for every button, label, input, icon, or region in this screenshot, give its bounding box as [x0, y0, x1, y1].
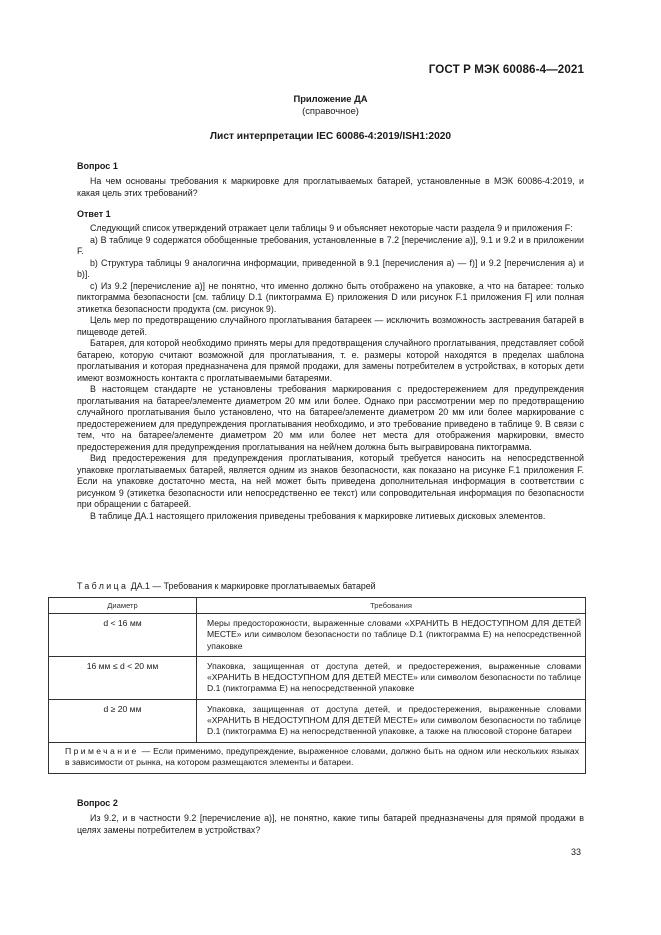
paragraph: а) В таблице 9 содержатся обобщенные требования, установленные в 7.2 [перечисление а)], 9.1 и 9.2 и в приложении F. [77, 234, 584, 256]
requirement-cell: Упаковка, защищенная от доступа детей, и предостережения, выраженные словами «ХРАНИТЬ В НЕДОСТУПНОМ ДЛЯ ДЕТЕЙ МЕСТЕ» или символом безопасности по таблице D.1 (пиктограмма Е) на непосредственной упаковке, а также на плюсовой стороне батареи [197, 699, 586, 742]
appendix-title: Приложение ДА [293, 93, 368, 104]
document-code: ГОСТ Р МЭК 60086-4—2021 [428, 63, 584, 76]
requirement-cell: Упаковка, защищенная от доступа детей, и предостережения, выраженные словами «ХРАНИТЬ В НЕДОСТУПНОМ ДЛЯ ДЕТЕЙ МЕСТЕ» или символом безопасности по таблице D.1 (пиктограмма Е) на непосредственной упаковке [197, 656, 586, 699]
table-caption-text: ДА.1 — Требования к маркировке проглатываемых батарей [130, 581, 376, 591]
table-note [49, 742, 586, 774]
interpretation-sheet-title: Лист интерпретации IEC 60086-4:2019/ISH1:2020 [209, 131, 452, 142]
page-number: 33 [570, 847, 581, 857]
paragraph: Батарея, для которой необходимо принять меры для предотвращения случайного проглатывания, представляет собой батарею, которую считают возможной для проглатывания, т. е. размеры которой находятся в пределах шаблона проглатывания и которая предназначена для прямой продажи, для замены потребителем в устройствах, в которых дети имеют возможность контакта с проглатываемыми батареями. [77, 338, 584, 383]
appendix-subtitle: (справочное) [302, 105, 359, 116]
note-text: — Если применимо, предупреждение, выраженное словами, должно быть на одном или нескольких языках в зависимости от рынка, на котором размещаются элементы и батареи. [65, 745, 580, 767]
diameter-cell: d ≥ 20 мм [49, 699, 197, 742]
requirement-cell: Меры предосторожности, выраженные словами «ХРАНИТЬ В НЕДОСТУПНОМ ДЛЯ ДЕТЕЙ МЕСТЕ» или символом безопасности по таблице D.1 (пиктограмма Е) на непосредственной упаковке [197, 614, 586, 657]
paragraph: с) Из 9.2 [перечисление а)] не понятно, что именно должно быть отображено на упаковке, а что на батарее: только пиктограмма безопасности [см. таблицу D.1 (пиктограмма Е) приложения D или рисунок F.1 приложения F] или полная этикетка безопасности продукта (см. рисунок 9). [77, 280, 584, 314]
paragraph: В настоящем стандарте не установлены требования маркирования с предостережением для предупреждения проглатывания на батарее/элементе диаметром 20 мм или более. Однако при рассмотрении мер по предотвращению случайного проглатывания было установлено, что на батарее/элементе диаметром 20 мм или более маркирование с предостережением для предупреждения проглатывания необходимо, и это требование приведено в таблице 9. В связи с тем, что на батарее/элементе диаметром 20 мм или более нет места для отображения маркировки, вместо предостережения для предупреждения проглатывания на ней/нем должна быть выгравирована пиктограмма. [77, 384, 584, 452]
table-note-row [49, 742, 586, 774]
diameter-cell: d < 16 мм [49, 614, 197, 657]
question-1-heading: Вопрос 1 [77, 161, 118, 171]
table-row [49, 699, 586, 742]
paragraph: Следующий список утверждений отражает цели таблицы 9 и объясняет некоторые части раздела 9 и приложения F: [90, 223, 573, 233]
paragraph: В таблице ДА.1 настоящего приложения приведены требования к маркировке литиевых дисковых элементов. [90, 510, 546, 521]
table-row [49, 656, 586, 699]
answer-1-heading: Ответ 1 [77, 209, 111, 219]
paragraph: Из 9.2, и в частности 9.2 [перечисление а)], не понятно, какие типы батарей предназначены для прямой продажи в целях замены потребителем в устройствах? [77, 813, 584, 835]
paragraph: На чем основаны требования к маркировке для проглатываемых батарей, установленные в МЭК 60086-4:2019, и какая цель этих требований? [77, 176, 584, 198]
table-row [49, 614, 586, 657]
table-header-row [49, 598, 586, 614]
paragraph: b) Структура таблицы 9 аналогична информации, приведенной в 9.1 [перечисления а) — f)] и 9.2 [перечисления а) и b)]. [77, 257, 584, 279]
table-caption [77, 581, 376, 591]
question-2-text [77, 813, 584, 836]
note-label: Примечание [65, 745, 139, 756]
column-header-requirements: Требования [197, 598, 586, 614]
diameter-cell: 16 мм ≤ d < 20 мм [49, 656, 197, 699]
paragraph: Цель мер по предотвращению случайного проглатывания батареек — исключить возможность застревания батарей в пищеводе детей. [77, 315, 584, 337]
marking-requirements-table [48, 597, 586, 774]
answer-1-body [77, 223, 584, 522]
question-2-heading: Вопрос 2 [77, 798, 118, 808]
question-1-text [77, 176, 584, 199]
table-caption-prefix: Таблица [77, 581, 129, 591]
column-header-diameter: Диаметр [49, 598, 197, 614]
paragraph: Вид предостережения для предупреждения проглатывания, который требуется наносить на непосредственной упаковке проглатываемых батарей, является одним из знаков безопасности, как показано на рисунке F.1 приложения F. Если на упаковке достаточно места, на ней может быть приведена дополнительная информация в соответствии с рисунком 9 (этикетка безопасности или непосредственно ее текст) или сопроводительная информация по безопасности при обращении с батареей. [77, 453, 584, 509]
